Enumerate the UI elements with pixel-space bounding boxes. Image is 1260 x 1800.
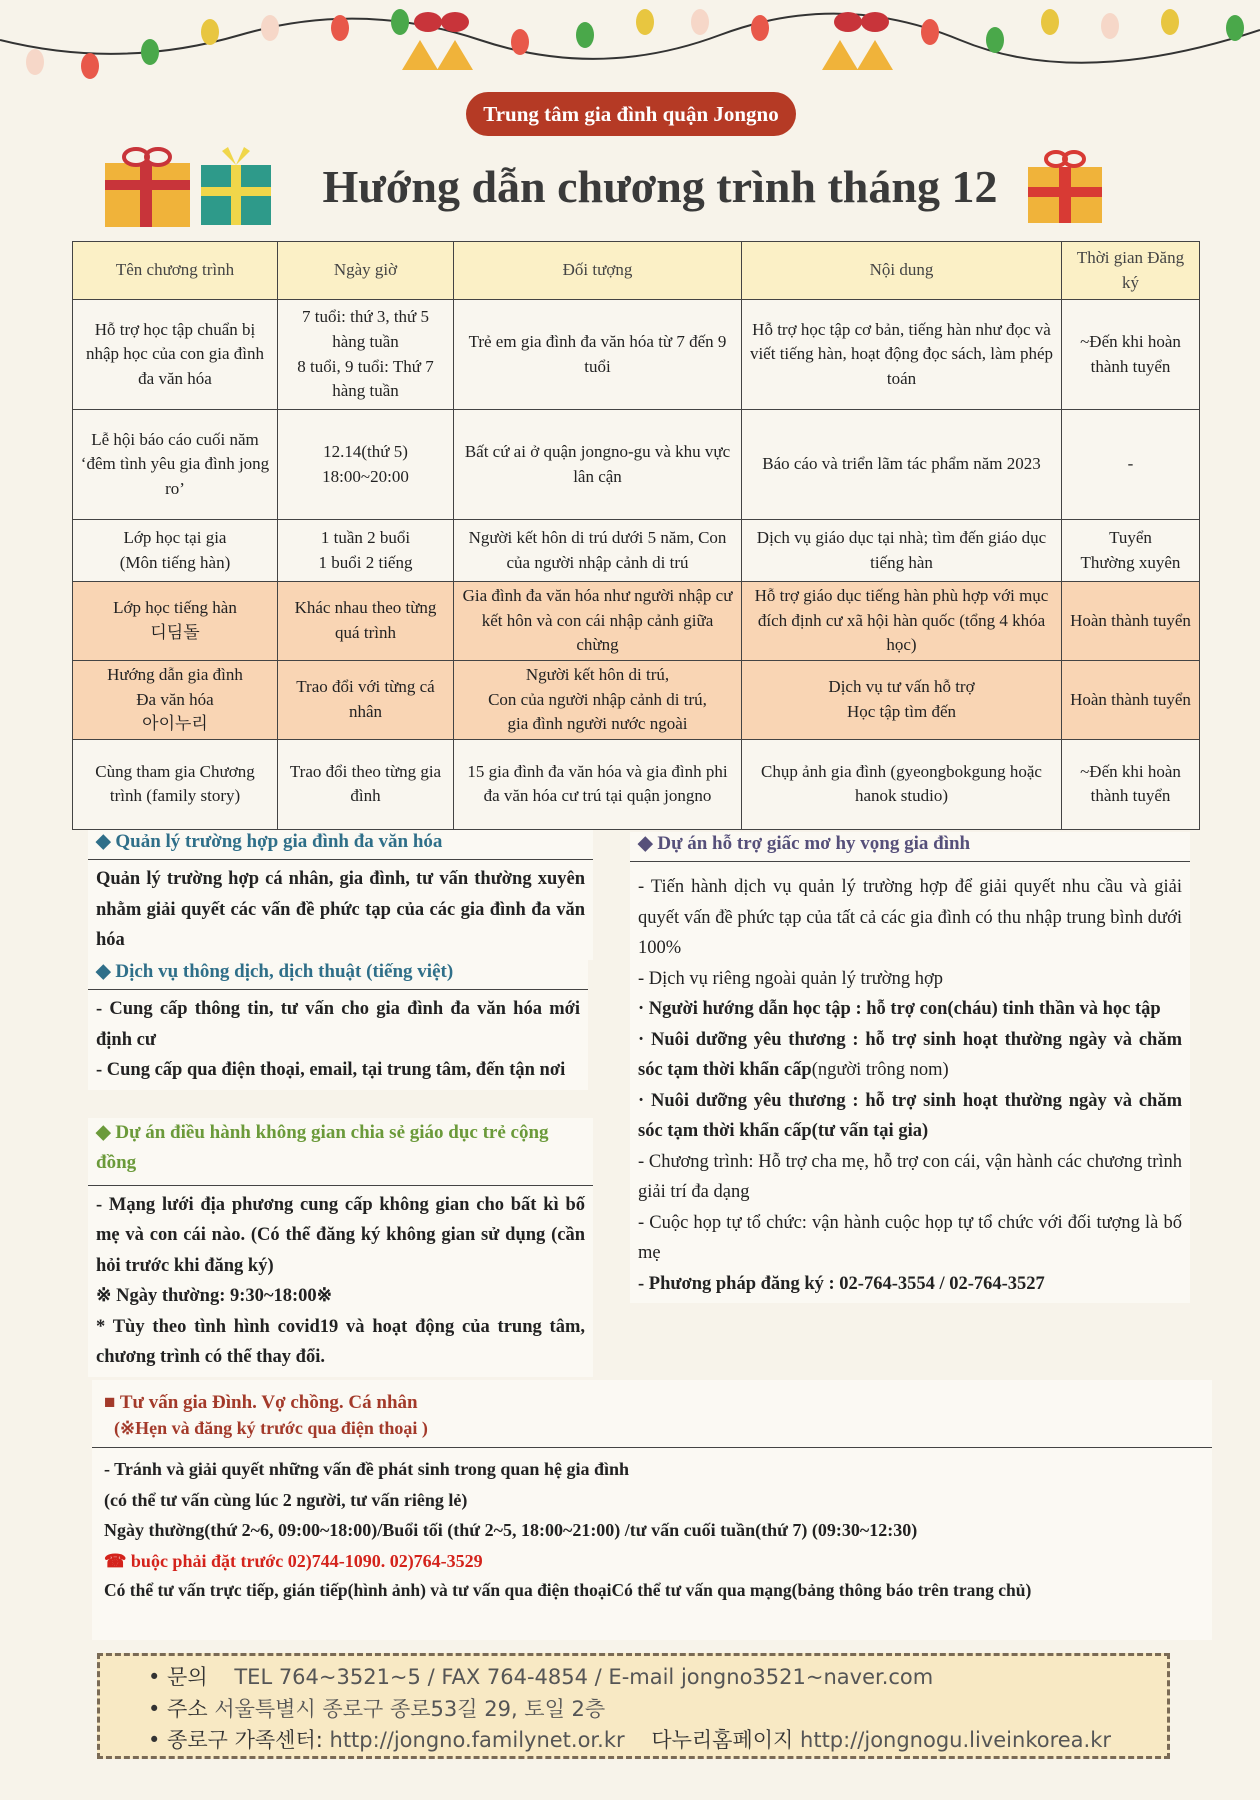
table-cell: Hướng dẫn gia đình Đa văn hóa 아이누리 (73, 660, 278, 739)
table-cell: Hoàn thành tuyển (1062, 582, 1200, 661)
case-management-section (88, 830, 593, 960)
table-cell: Trao đổi theo từng gia đình (278, 739, 454, 829)
table-cell: Người kết hôn di trú dưới 5 năm, Con của người nhập cảnh di trú (454, 520, 742, 582)
section-subtitle: (※Hẹn và đăng ký trước qua điện thoại ) (114, 1418, 428, 1438)
interpretation-section (88, 960, 588, 1090)
section-line: · Nuôi dưỡng yêu thương : hỗ trợ sinh hoạt thường ngày và chăm sóc tạm thời khẩn cấp(tư vấn tại gia) (638, 1090, 1182, 1142)
table-row (73, 410, 1200, 520)
phone-booking-line: ☎ buộc phải đặt trước 02)744-1090. 02)764-3529 (104, 1550, 483, 1571)
section-body: Quản lý trường hợp cá nhân, gia đình, tư vấn thường xuyên nhằm giải quyết các vấn đề phức tạp của các gia đình đa văn hóa (96, 869, 585, 951)
section-line: - Tiến hành dịch vụ quản lý trường hợp để giải quyết nhu cầu và giải quyết vấn đề phức tạp của tất cả các gia đình có thu nhập trung bình dưới 100% (638, 877, 1182, 959)
section-title: ◆ Dự án hỗ trợ giấc mơ hy vọng gia đình (630, 832, 1190, 862)
center-link[interactable]: http://jongno.familynet.or.kr (329, 1728, 625, 1752)
table-cell: Người kết hôn di trú, Con của người nhập cảnh di trú, gia đình người nước ngoài (454, 660, 742, 739)
table-cell: Tuyển Thường xuyên (1062, 520, 1200, 582)
family-dream-section (630, 832, 1190, 1303)
table-cell: ~Đến khi hoàn thành tuyển (1062, 300, 1200, 410)
section-body (88, 990, 588, 1090)
section-line: · Người hướng dẫn học tập : hỗ trợ con(cháu) tinh thần và học tập (638, 999, 1161, 1020)
gift-box-icon (198, 145, 273, 227)
table-cell: Lớp học tiếng hàn 디딤돌 (73, 582, 278, 661)
section-body (88, 1186, 593, 1377)
table-cell: Lớp học tại gia (Môn tiếng hàn) (73, 520, 278, 582)
section-body (630, 862, 1190, 1303)
table-cell: 15 gia đình đa văn hóa và gia đình phi đa văn hóa cư trú tại quận jongno (454, 739, 742, 829)
gift-box-icon (100, 145, 195, 230)
section-line (638, 1025, 1182, 1086)
section-title: ◆ Dự án điều hành không gian chia sẻ giáo dục trẻ cộng đồng (88, 1118, 593, 1186)
section-title: ◆ Quản lý trường hợp gia đình đa văn hóa (88, 830, 593, 860)
consultation-section (92, 1380, 1212, 1640)
col-header: Đối tượng (454, 242, 742, 300)
section-line: - Tránh và giải quyết những vấn đề phát sinh trong quan hệ gia đình (104, 1459, 629, 1479)
table-row (73, 660, 1200, 739)
table-cell: Trẻ em gia đình đa văn hóa từ 7 đến 9 tuổi (454, 300, 742, 410)
section-line: (có thể tư vấn cùng lúc 2 người, tư vấn riêng lẻ) (104, 1489, 468, 1510)
table-cell: Khác nhau theo từng quá trình (278, 582, 454, 661)
section-line: - Chương trình: Hỗ trợ cha mẹ, hỗ trợ con cái, vận hành các chương trình giải trí đa dạng (638, 1151, 1182, 1203)
table-cell: 1 tuần 2 buổi 1 buổi 2 tiếng (278, 520, 454, 582)
table-cell: Trao đổi với từng cá nhân (278, 660, 454, 739)
contact-inquiry (148, 1662, 1167, 1694)
section-title-block (92, 1380, 1212, 1448)
program-table (72, 241, 1200, 830)
page-title: Hướng dẫn chương trình tháng 12 (322, 161, 998, 212)
section-title: ■ Tư vấn gia Đình. Vợ chồng. Cá nhân (104, 1392, 418, 1413)
section-line-bold: · Nuôi dưỡng yêu thương : hỗ trợ sinh hoạt thường ngày và chăm sóc tạm thời khẩn cấp (638, 1029, 1182, 1081)
table-cell: 12.14(thứ 5) 18:00~20:00 (278, 410, 454, 520)
section-line: Có thể tư vấn trực tiếp, gián tiếp(hình ảnh) và tư vấn qua điện thoạiCó thể tư vấn qua mạng(bảng thông báo trên trang chủ) (104, 1580, 1032, 1601)
table-cell: Hoàn thành tuyển (1062, 660, 1200, 739)
section-title: ◆ Dịch vụ thông dịch, dịch thuật (tiếng việt) (88, 960, 588, 990)
table-cell: - (1062, 410, 1200, 520)
contact-value: 서울특별시 종로구 종로53길 29, 토일 2층 (214, 1696, 606, 1721)
section-line: - Phương pháp đăng ký : 02-764-3554 / 02-764-3527 (638, 1273, 1045, 1294)
contact-box (97, 1653, 1170, 1759)
contact-address (148, 1694, 1167, 1726)
table-cell: Dịch vụ giáo dục tại nhà; tìm đến giáo dục tiếng hàn (742, 520, 1062, 582)
col-header: Nội dung (742, 242, 1062, 300)
section-body (92, 1448, 1212, 1612)
table-row (73, 582, 1200, 661)
table-row (73, 739, 1200, 829)
section-line: Ngày thường(thứ 2~6, 09:00~18:00)/Buổi tối (thứ 2~5, 18:00~21:00) /tư vấn cuối tuần(thứ 7) (09:30~12:30) (104, 1520, 918, 1541)
section-line-note: (người trông nom) (811, 1060, 949, 1081)
table-cell: Hỗ trợ học tập chuẩn bị nhập học của con gia đình đa văn hóa (73, 300, 278, 410)
section-line: - Cuộc họp tự tổ chức: vận hành cuộc họp tự tổ chức với đối tượng là bố mẹ (638, 1212, 1182, 1264)
table-cell: Chụp ảnh gia đình (gyeongbokgung hoặc hanok studio) (742, 739, 1062, 829)
col-header: Tên chương trình (73, 242, 278, 300)
contact-websites (148, 1725, 1167, 1757)
table-cell: Báo cáo và triển lãm tác phẩm năm 2023 (742, 410, 1062, 520)
table-cell: Dịch vụ tư vấn hỗ trợ Học tập tìm đến (742, 660, 1062, 739)
col-header: Ngày giờ (278, 242, 454, 300)
table-cell: Hỗ trợ giáo dục tiếng hàn phù hợp với mục đích định cư xã hội hàn quốc (tổng 4 khóa học) (742, 582, 1062, 661)
table-cell: ~Đến khi hoàn thành tuyển (1062, 739, 1200, 829)
table-cell: Hỗ trợ học tập cơ bản, tiếng hàn như đọc và viết tiếng hàn, hoạt động đọc sách, làm phép toán (742, 300, 1062, 410)
table-cell: Lễ hội báo cáo cuối năm ‘đêm tình yêu gia đình jong ro’ (73, 410, 278, 520)
table-cell: Cùng tham gia Chương trình (family story) (73, 739, 278, 829)
section-line: ※ Ngày thường: 9:30~18:00※ (96, 1286, 333, 1307)
col-header: Thời gian Đăng ký (1062, 242, 1200, 300)
table-cell: 7 tuổi: thứ 3, thứ 5 hàng tuần 8 tuổi, 9 tuổi: Thứ 7 hàng tuần (278, 300, 454, 410)
table-row (73, 300, 1200, 410)
table-header-row (73, 242, 1200, 300)
gift-box-icon (1025, 145, 1105, 225)
contact-label: • 종로구 가족센터: (148, 1728, 323, 1752)
table-cell: Bất cứ ai ở quận jongno-gu và khu vực lân cận (454, 410, 742, 520)
section-line: - Mạng lưới địa phương cung cấp không gian cho bất kì bố mẹ và con cái nào. (Có thể đăng ký không gian sử dụng (cần hỏi trước khi đăng ký) (96, 1194, 585, 1276)
contact-value: TEL 764~3521~5 / FAX 764-4854 / E-mail jongno3521~naver.com (234, 1665, 934, 1689)
org-name-badge: Trung tâm gia đình quận Jongno (466, 92, 796, 136)
section-line: - Dịch vụ riêng ngoài quản lý trường hợp (638, 968, 943, 989)
section-line: - Cung cấp qua điện thoại, email, tại trung tâm, đến tận nơi (96, 1060, 566, 1081)
section-line: * Tùy theo tình hình covid19 và hoạt động của trung tâm, chương trình có thể thay đổi. (96, 1316, 585, 1368)
community-space-section (88, 1118, 593, 1377)
table-row (73, 520, 1200, 582)
contact-label: • 문의 (148, 1665, 208, 1689)
section-line: - Cung cấp thông tin, tư vấn cho gia đình đa văn hóa mới định cư (96, 999, 580, 1050)
danuri-link[interactable]: http://jongnogu.liveinkorea.kr (800, 1728, 1112, 1752)
contact-label: • 주소 (148, 1696, 208, 1721)
table-cell: Gia đình đa văn hóa như người nhập cư kết hôn và con cái nhập cảnh giữa chừng (454, 582, 742, 661)
contact-label: 다누리홈페이지 (651, 1728, 794, 1752)
